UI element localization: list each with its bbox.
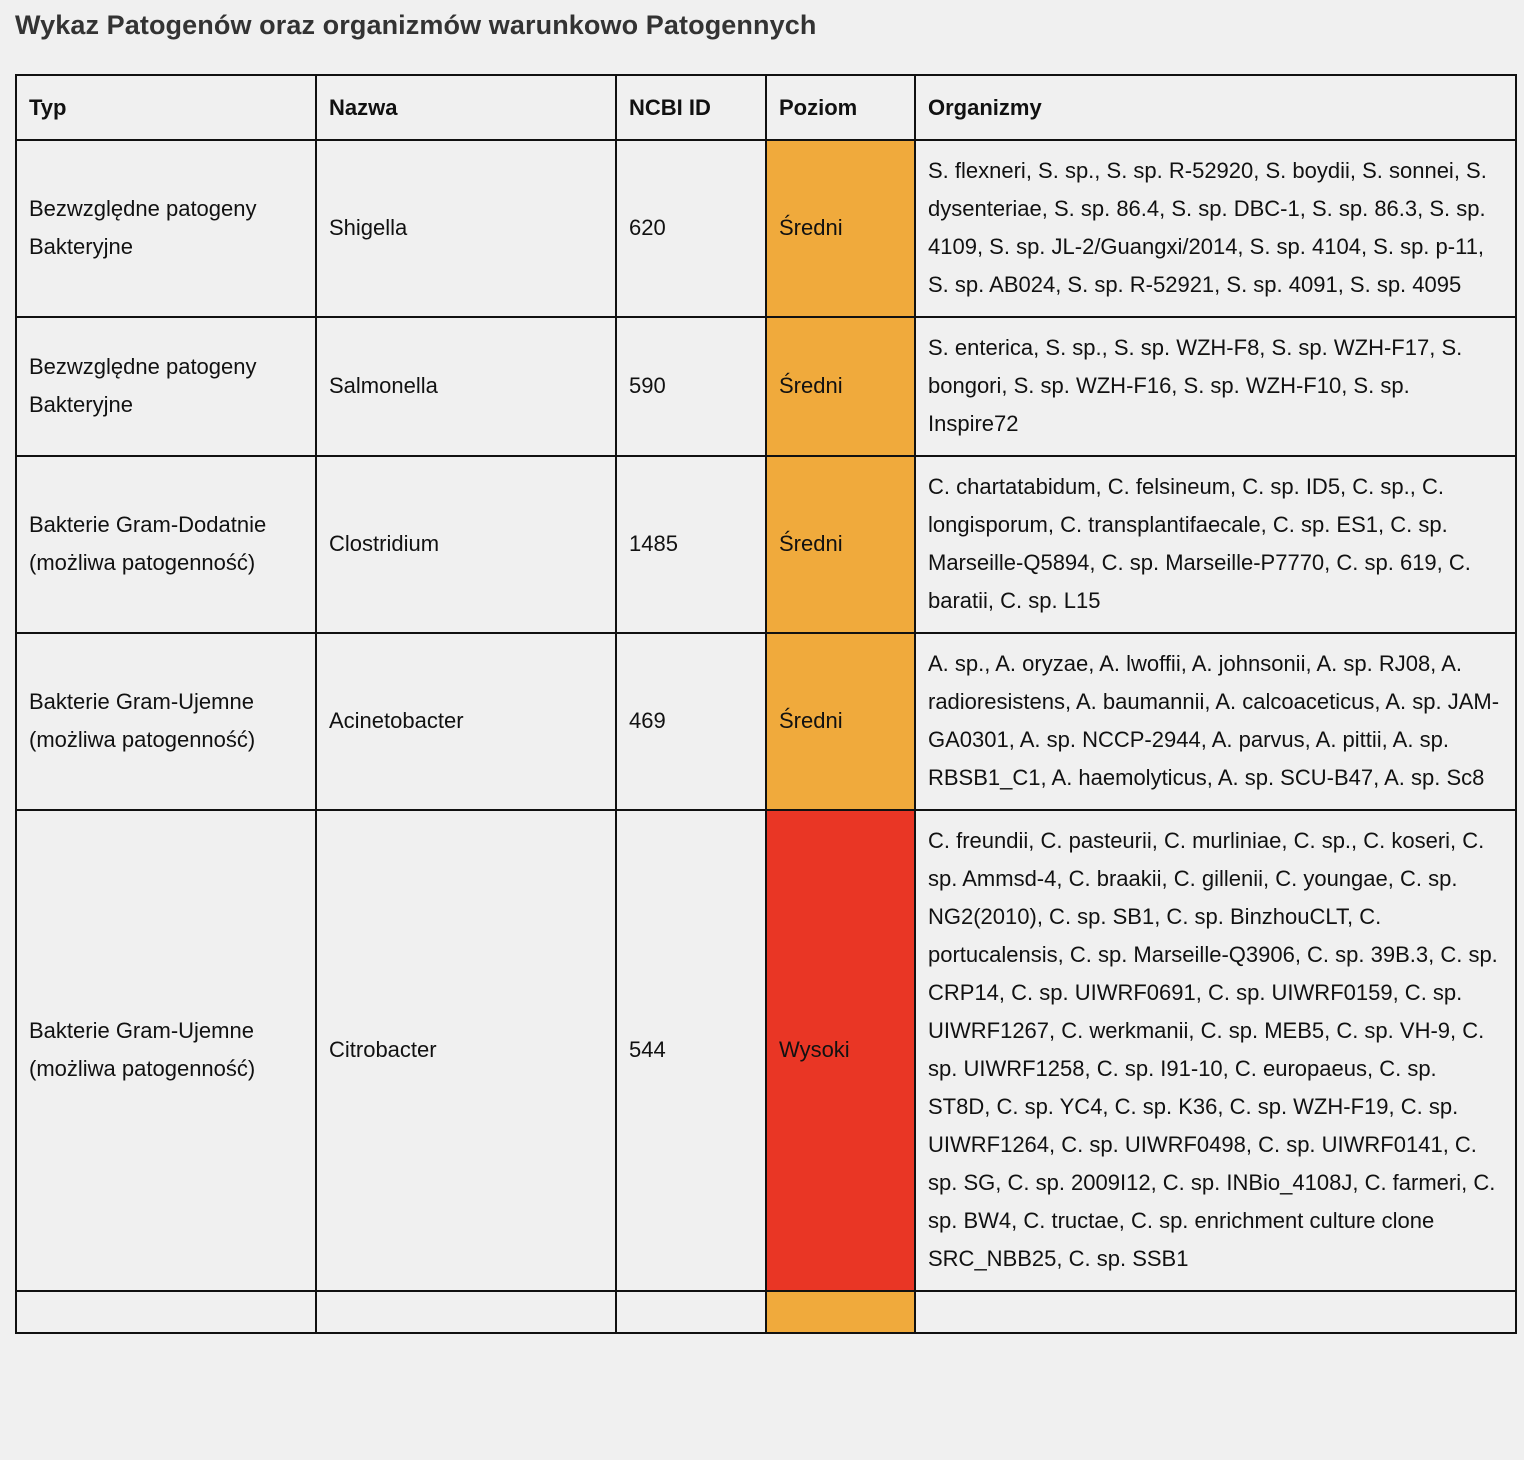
name-cell: Clostridium xyxy=(316,456,616,633)
organisms-cell: S. flexneri, S. sp., S. sp. R-52920, S. boydii, S. sonnei, S. dysenteriae, S. sp. 86.4, S. sp. DBC-1, S. sp. 86.3, S. sp. 4109, S. sp. JL-2/Guangxi/2014, S. sp. 4104, S. sp. p-11, S. sp. AB024, S. sp. R-52921, S. sp. 4091, S. sp. 4095 xyxy=(915,140,1516,317)
level-cell: Średni xyxy=(766,317,915,456)
type-cell xyxy=(16,633,316,810)
type-cell xyxy=(16,456,316,633)
column-header-ncbi-id: NCBI ID xyxy=(616,75,766,140)
table-row xyxy=(16,810,1516,1291)
organisms-cell xyxy=(915,1291,1516,1333)
table-row xyxy=(16,633,1516,810)
type-line-1: Bakterie Gram-Dodatnie xyxy=(29,512,267,537)
level-cell: Średni xyxy=(766,633,915,810)
name-cell xyxy=(316,1291,616,1333)
name-cell: Acinetobacter xyxy=(316,633,616,810)
table-row xyxy=(16,456,1516,633)
column-header-level: Poziom xyxy=(766,75,915,140)
name-cell: Salmonella xyxy=(316,317,616,456)
table-row xyxy=(16,140,1516,317)
column-header-organisms: Organizmy xyxy=(915,75,1516,140)
type-cell xyxy=(16,317,316,456)
ncbi-id-cell: 620 xyxy=(616,140,766,317)
type-line-2: (możliwa patogenność) xyxy=(29,550,256,575)
type-cell xyxy=(16,810,316,1291)
organisms-cell: C. chartatabidum, C. felsineum, C. sp. ID5, C. sp., C. longisporum, C. transplantifaecale, C. sp. ES1, C. sp. Marseille-Q5894, C. sp. Marseille-P7770, C. sp. 619, C. baratii, C. sp. L15 xyxy=(915,456,1516,633)
column-header-type: Typ xyxy=(16,75,316,140)
page-title: Wykaz Patogenów oraz organizmów warunkowo Patogennych xyxy=(15,10,817,40)
ncbi-id-cell: 469 xyxy=(616,633,766,810)
type-line-1: Bezwzględne patogeny xyxy=(29,354,257,379)
level-cell-partial xyxy=(766,1291,915,1333)
type-line-2: Bakteryjne xyxy=(29,392,133,417)
ncbi-id-cell: 544 xyxy=(616,810,766,1291)
organisms-cell: C. freundii, C. pasteurii, C. murliniae, C. sp., C. koseri, C. sp. Ammsd-4, C. braakii, C. gillenii, C. youngae, C. sp. NG2(2010), C. sp. SB1, C. sp. BinzhouCLT, C. portucalensis, C. sp. Marseille-Q3906, C. sp. 39B.3, C. sp. CRP14, C. sp. UIWRF0691, C. sp. UIWRF0159, C. sp. UIWRF1267, C. werkmanii, C. sp. MEB5, C. sp. VH-9, C. sp. UIWRF1258, C. sp. I91-10, C. europaeus, C. sp. ST8D, C. sp. YC4, C. sp. K36, C. sp. WZH-F19, C. sp. UIWRF1264, C. sp. UIWRF0498, C. sp. UIWRF0141, C. sp. SG, C. sp. 2009I12, C. sp. INBio_4108J, C. farmeri, C. sp. BW4, C. tructae, C. sp. enrichment culture clone SRC_NBB25, C. sp. SSB1 xyxy=(915,810,1516,1291)
table-row-partial xyxy=(16,1291,1516,1333)
ncbi-id-cell: 1485 xyxy=(616,456,766,633)
table-row xyxy=(16,317,1516,456)
level-cell: Wysoki xyxy=(766,810,915,1291)
type-line-1: Bakterie Gram-Ujemne xyxy=(29,689,254,714)
type-line-2: (możliwa patogenność) xyxy=(29,727,256,752)
type-line-2: Bakteryjne xyxy=(29,234,133,259)
ncbi-id-cell xyxy=(616,1291,766,1333)
type-line-1: Bakterie Gram-Ujemne xyxy=(29,1018,254,1043)
type-line-1: Bezwzględne patogeny xyxy=(29,196,257,221)
ncbi-id-cell: 590 xyxy=(616,317,766,456)
type-cell xyxy=(16,1291,316,1333)
organisms-cell: S. enterica, S. sp., S. sp. WZH-F8, S. sp. WZH-F17, S. bongori, S. sp. WZH-F16, S. sp. WZH-F10, S. sp. Inspire72 xyxy=(915,317,1516,456)
name-cell: Citrobacter xyxy=(316,810,616,1291)
column-header-name: Nazwa xyxy=(316,75,616,140)
pathogen-table xyxy=(15,74,1517,1334)
level-cell: Średni xyxy=(766,140,915,317)
organisms-cell: A. sp., A. oryzae, A. lwoffii, A. johnsonii, A. sp. RJ08, A. radioresistens, A. baumannii, A. calcoaceticus, A. sp. JAM-GA0301, A. sp. NCCP-2944, A. parvus, A. pittii, A. sp. RBSB1_C1, A. haemolyticus, A. sp. SCU-B47, A. sp. Sc8 xyxy=(915,633,1516,810)
table-header-row xyxy=(16,75,1516,140)
level-cell: Średni xyxy=(766,456,915,633)
type-line-2: (możliwa patogenność) xyxy=(29,1056,256,1081)
type-cell xyxy=(16,140,316,317)
name-cell: Shigella xyxy=(316,140,616,317)
